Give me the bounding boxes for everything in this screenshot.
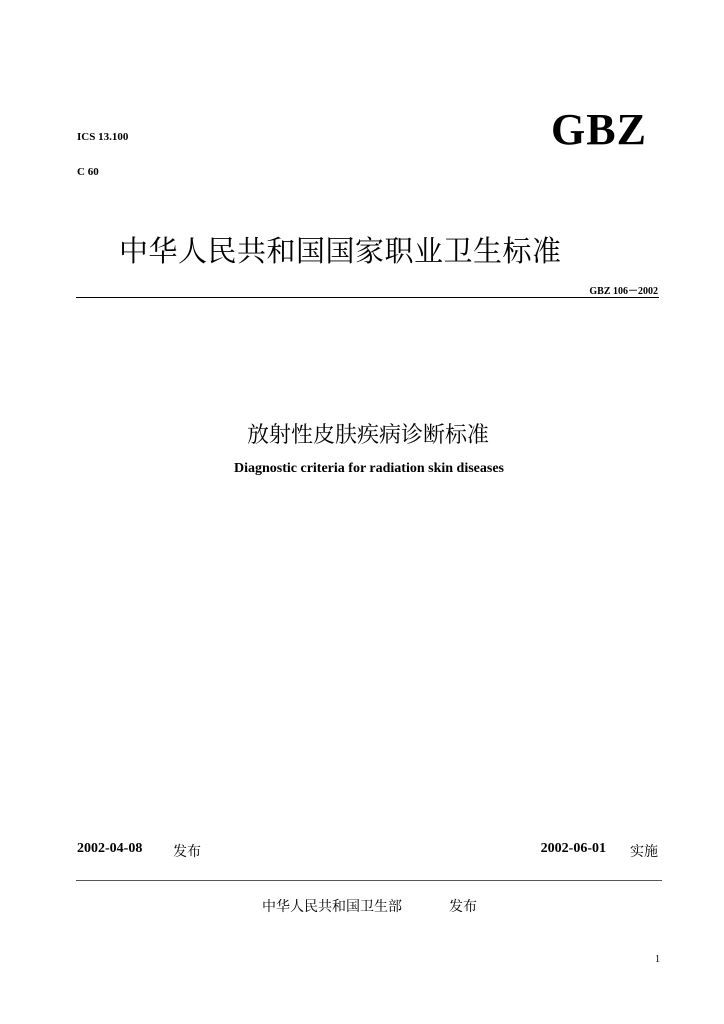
document-title-english: Diagnostic criteria for radiation skin diseases <box>233 461 504 476</box>
issuer-label: 发布 <box>449 899 477 915</box>
gbz-logo: GBZ <box>551 105 647 154</box>
standard-number: GBZ 106－2002 <box>589 286 658 297</box>
issuer-name: 中华人民共和国卫生部 <box>262 899 402 915</box>
publish-label: 发布 <box>173 844 201 860</box>
top-divider <box>76 297 659 298</box>
ccs-code: C 60 <box>77 166 99 178</box>
standard-category: 中华人民共和国国家职业卫生标准 <box>119 234 562 268</box>
bottom-divider <box>76 880 662 881</box>
implementation-date: 2002-06-01 <box>540 841 606 856</box>
page-number: 1 <box>655 954 660 965</box>
publish-date: 2002-04-08 <box>77 841 143 856</box>
document-title-chinese: 放射性皮肤疾病诊断标准 <box>246 423 489 448</box>
ics-code: ICS 13.100 <box>77 131 129 143</box>
implementation-label: 实施 <box>630 844 658 860</box>
